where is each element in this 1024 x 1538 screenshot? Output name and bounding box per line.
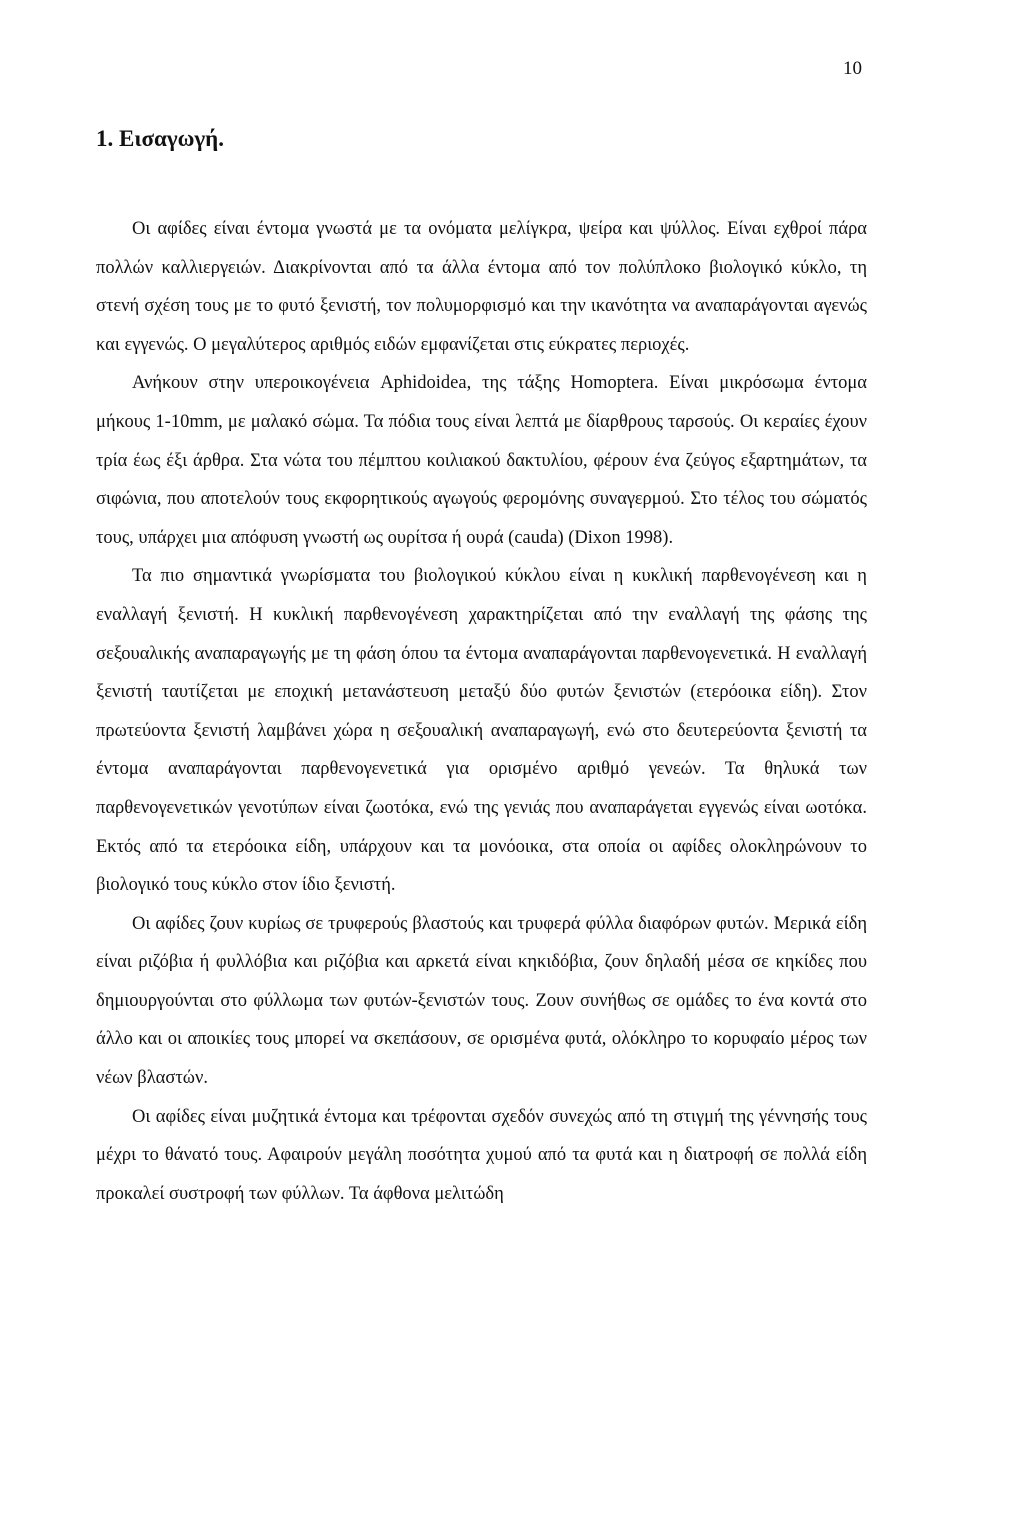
body-text (96, 210, 867, 1213)
paragraph: Οι αφίδες ζουν κυρίως σε τρυφερούς βλαστούς και τρυφερά φύλλα διαφόρων φυτών. Μερικά είδη είναι ριζόβια ή φυλλόβια και ριζόβια και αρκετά είναι κηκιδόβια, ζουν δηλαδή μέσα σε κηκίδες που δημιουργούνται στο φύλλωμα των φυτών-ξενιστών τους. Ζουν συνήθως σε ομάδες το ένα κοντά στο άλλο και οι αποικίες τους μπορεί να σκεπάσουν, σε ορισμένα φυτά, ολόκληρο το κορυφαίο μέρος των νέων βλαστών. (96, 913, 867, 1089)
section-heading: 1. Εισαγωγή. (96, 126, 224, 151)
page-number: 10 (843, 58, 862, 79)
paragraph: Οι αφίδες είναι μυζητικά έντομα και τρέφονται σχεδόν συνεχώς από τη στιγμή της γέννησής τους μέχρι το θάνατό τους. Αφαιρούν μεγάλη ποσότητα χυμού από τα φυτά και η διατροφή σε πολλά είδη προκαλεί συστροφή των φύλλων. Τα άφθονα μελιτώδη (96, 1106, 867, 1204)
paragraph: Ανήκουν στην υπεροικογένεια Aphidoidea, της τάξης Homoptera. Είναι μικρόσωμα έντομα μήκους 1-10mm, με μαλακό σώμα. Τα πόδια τους είναι λεπτά με δίαρθρους ταρσούς. Οι κεραίες έχουν τρία έως έξι άρθρα. Στα νώτα του πέμπτου κοιλιακού δακτυλίου, φέρουν ένα ζεύγος εξαρτημάτων, τα σιφώνια, που αποτελούν τους εκφορητικούς αγωγούς φερομόνης συναγερμού. Στο τέλος του σώματός τους, υπάρχει μια απόφυση γνωστή ως ουρίτσα ή ουρά (cauda) (Dixon 1998). (96, 373, 867, 548)
paragraph: Οι αφίδες είναι έντομα γνωστά με τα ονόματα μελίγκρα, ψείρα και ψύλλος. Είναι εχθροί πάρα πολλών καλλιεργειών. Διακρίνονται από τα άλλα έντομα από τον πολύπλοκο βιολογικό κύκλο, τη στενή σχέση τους με το φυτό ξενιστή, τον πολυμορφισμό και την ικανότητα να αναπαράγονται αγενώς και εγγενώς. Ο μεγαλύτερος αριθμός ειδών εμφανίζεται στις εύκρατες περιοχές. (96, 219, 867, 355)
paragraph: Τα πιο σημαντικά γνωρίσματα του βιολογικού κύκλου είναι η κυκλική παρθενογένεση και η εναλλαγή ξενιστή. Η κυκλική παρθενογένεση χαρακτηρίζεται από την εναλλαγή της φάσης της σεξουαλικής αναπαραγωγής με τη φάση όπου τα έντομα αναπαράγονται παρθενογενετικά. Η εναλλαγή ξενιστή ταυτίζεται με εποχική μετανάστευση μεταξύ δύο φυτών ξενιστών (ετερόοικα είδη). Στον πρωτεύοντα ξενιστή λαμβάνει χώρα η σεξουαλική αναπαραγωγή, ενώ στο δευτερεύοντα ξενιστή τα έντομα αναπαράγονται παρθενογενετικά για ορισμένο αριθμό γενεών. Τα θηλυκά των παρθενογενετικών γενοτύπων είναι ζωοτόκα, ενώ της γενιάς που αναπαράγεται εγγενώς είναι ωοτόκα. Εκτός από τα ετερόοικα είδη, υπάρχουν και τα μονόοικα, στα οποία οι αφίδες ολοκληρώνουν το βιολογικό τους κύκλο στον ίδιο ξενιστή. (96, 566, 867, 896)
